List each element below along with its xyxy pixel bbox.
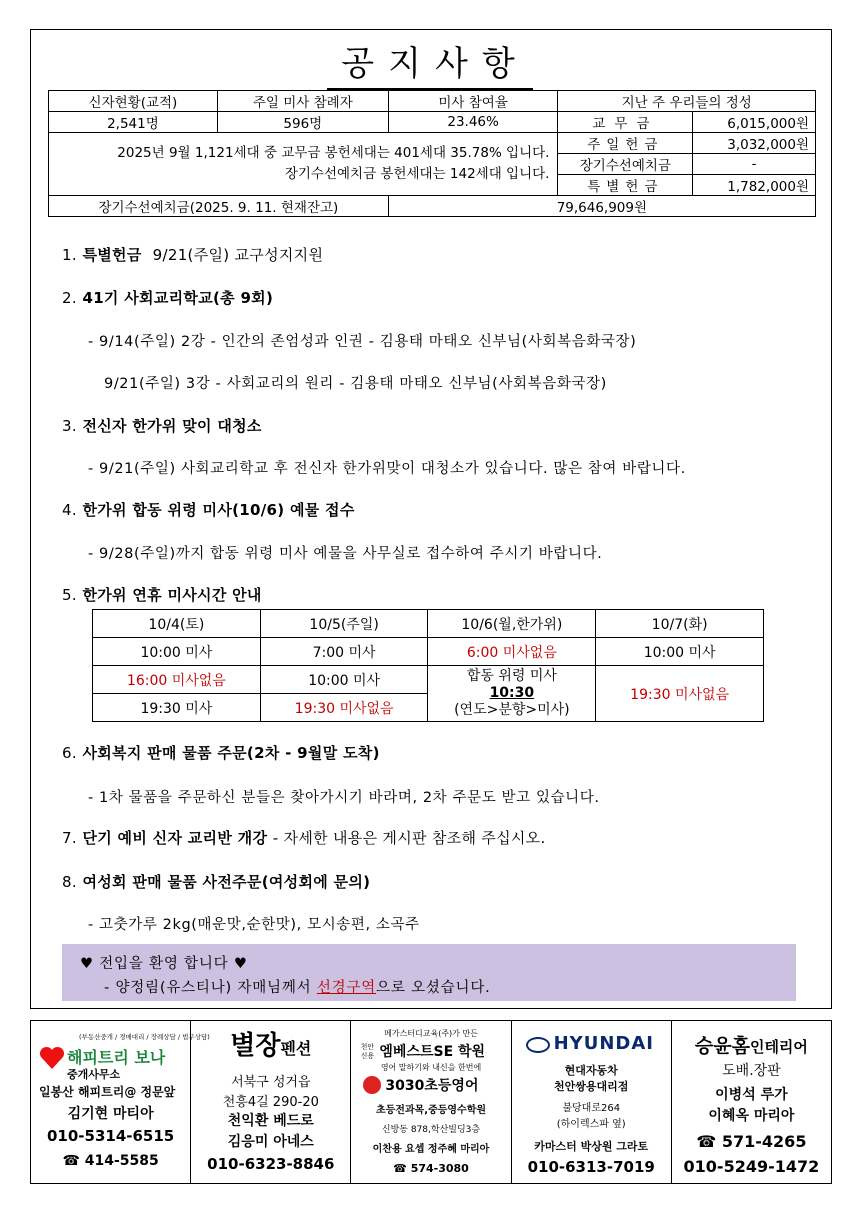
- ad-location: 일봉산 해피트리@ 정문앞: [39, 1085, 176, 1099]
- ad-contact-name: 이찬용 요셉 정주혜 마리아: [372, 1144, 490, 1155]
- section-3-line: - 9/21(주일) 사회교리학교 후 전신자 한가위맞이 대청소가 있습니다. 많은 참여 바랍니다.: [88, 461, 686, 477]
- ad-hyundai: [512, 1021, 672, 1183]
- section-2-line: - 9/14(주일) 2강 - 인간의 존엄성과 인권 - 김용태 마태오 신부님(사회복음화국장): [88, 334, 637, 350]
- section-5: 5. 한가위 연휴 미사시간 안내: [62, 586, 262, 604]
- ad-seungyun: [672, 1021, 831, 1183]
- ad-address: (하이렉스파 옆): [556, 1119, 626, 1130]
- balance-label: 장기수선예치금(2025. 9. 11. 현재잔고): [49, 196, 389, 217]
- school-logo-icon: [363, 1076, 381, 1094]
- stats-table: [48, 90, 816, 217]
- section-6-line: - 1차 물품을 주문하신 분들은 찾아가시기 바라며, 2차 주문도 받고 있습니다.: [88, 790, 600, 806]
- welcome-box: [62, 944, 796, 1001]
- value-attendance: 596명: [217, 112, 388, 133]
- household-note: 2025년 9월 1,121세대 중 교무금 봉헌세대는 401세대 35.78% 입니다. 장기수선예치금 봉헌세대는 142세대 입니다.: [49, 133, 558, 196]
- header-attendance: 주일 미사 참례자: [217, 91, 388, 112]
- ad-brand: HYUNDAI: [553, 1033, 654, 1054]
- ad-tagline: 메가스터디교육(주)가 만든: [384, 1029, 478, 1038]
- day-header: 10/6(월,한가위): [428, 610, 596, 638]
- header-rate: 미사 참여율: [388, 91, 558, 112]
- section-2: 2. 41기 사회교리학교(총 9회): [62, 289, 274, 307]
- offering-label: 주일헌금: [558, 133, 693, 154]
- section-7: 7. 단기 예비 신자 교리반 개강 - 자세한 내용은 게시판 참조해 주십시오.: [62, 829, 546, 847]
- mass-schedule-table: [92, 609, 764, 722]
- ad-brand: 별장펜션: [230, 1031, 312, 1061]
- hyundai-logo-icon: [526, 1037, 550, 1053]
- welcome-title: ♥ 전입을 환영 합니다 ♥: [80, 956, 248, 972]
- ad-contact-name: 천익환 베드로: [227, 1113, 314, 1129]
- offering-value: 1,782,000원: [693, 175, 816, 196]
- offering-value: 3,032,000원: [693, 133, 816, 154]
- mass-cell: 10:00 미사: [93, 638, 261, 666]
- district-link[interactable]: 선경구역: [316, 980, 377, 996]
- mass-cell: 10:00 미사: [260, 666, 428, 694]
- ad-brand: 3030초등영어: [385, 1078, 479, 1094]
- ad-address: 신방동 878,학산빌딩3층: [381, 1125, 481, 1135]
- ad-phone: 010-6313-7019: [527, 1158, 655, 1176]
- ad-sub: 중개사무소: [67, 1068, 121, 1081]
- mass-cell: 19:30 미사: [93, 694, 261, 722]
- section-1: 1. 특별헌금 9/21(주일) 교구성지지원: [62, 246, 324, 264]
- section-8: 8. 여성회 판매 물품 사전주문(여성회에 문의): [62, 873, 371, 891]
- section-4-line: - 9/28(주일)까지 합동 위령 미사 예물을 사무실로 접수하여 주시기 바랍니다.: [88, 546, 603, 562]
- ad-brand: 승윤홈인테리어: [694, 1035, 808, 1057]
- ad-sub: 천안쌍용대리점: [554, 1080, 629, 1093]
- sponsor-ads: [30, 1020, 832, 1184]
- day-header: 10/4(토): [93, 610, 261, 638]
- ad-contact-name: 이혜옥 마리아: [708, 1108, 795, 1124]
- ad-address: 천흥4길 290-20: [222, 1095, 319, 1110]
- ad-happytree: [31, 1021, 210, 1183]
- ad-contact-name: 이병석 루가: [715, 1087, 788, 1103]
- section-4: 4. 한가위 합동 위령 미사(10/6) 예물 접수: [62, 501, 355, 519]
- ad-phone: 010-5249-1472: [683, 1157, 820, 1176]
- ad-address: 불당대로264: [562, 1103, 621, 1114]
- ad-phone: 010-5314-6515: [46, 1127, 175, 1145]
- section-8-line: - 고춧가루 2kg(매운맛,순한맛), 모시송편, 소곡주: [88, 917, 420, 933]
- ad-address: 서북구 성거읍: [231, 1075, 311, 1090]
- memorial-mass-cell: 합동 위령 미사 10:30 (연도>분향>미사): [428, 666, 596, 722]
- ad-byeoljang: [191, 1021, 351, 1183]
- ad-phone: ☎ 571-4265: [696, 1132, 807, 1151]
- offering-value: 6,015,000원: [693, 112, 816, 133]
- ad-phone: 010-6323-8846: [207, 1155, 335, 1173]
- mass-cell-cancelled: 19:30 미사없음: [596, 666, 764, 722]
- offering-value: -: [693, 154, 816, 175]
- mass-cell: 7:00 미사: [260, 638, 428, 666]
- ad-sub: 도배.장판: [722, 1063, 781, 1079]
- ad-phone: ☎ 574-3080: [393, 1162, 469, 1175]
- ad-contact-name: 김응미 아네스: [227, 1134, 314, 1150]
- section-2-line: 9/21(주일) 3강 - 사회교리의 원리 - 김용태 마태오 신부님(사회복음화국장): [104, 376, 607, 392]
- ad-tagline: (부동산중개 / 경매대리 / 장례상담 / 법무상담): [79, 1033, 210, 1041]
- ad-phone: ☎ 414-5585: [62, 1153, 159, 1169]
- section-6: 6. 사회복지 판매 물품 주문(2차 - 9월말 도착): [62, 744, 380, 762]
- offering-label: 교무금: [558, 112, 693, 133]
- offering-label: 장기수선예치금: [558, 154, 693, 175]
- balance-value: 79,646,909원: [388, 196, 815, 217]
- header-members: 신자현황(교적): [49, 91, 218, 112]
- welcome-text: - 양정림(유스티나) 자매님께서 선경구역으로 오셨습니다.: [104, 980, 491, 996]
- ad-slogan: 영어 말하기와 내신을 한번에: [380, 1063, 482, 1072]
- ad-sub: 초등전과목,중등영수학원: [375, 1105, 487, 1116]
- header-offerings: 지난 주 우리들의 정성: [558, 91, 816, 112]
- day-header: 10/5(주일): [260, 610, 428, 638]
- heart-logo-icon: [39, 1045, 65, 1071]
- mass-cell-cancelled: 16:00 미사없음: [93, 666, 261, 694]
- mass-cell: 10:00 미사: [596, 638, 764, 666]
- ad-brand: 해피트리 보나: [67, 1048, 166, 1067]
- value-members: 2,541명: [49, 112, 218, 133]
- day-header: 10/7(화): [596, 610, 764, 638]
- ad-mbest: [351, 1021, 511, 1183]
- mass-cell-cancelled: 19:30 미사없음: [260, 694, 428, 722]
- ad-contact-name: 카마스터 박상원 그라토: [534, 1140, 649, 1153]
- value-rate: 23.46%: [388, 112, 558, 133]
- ad-contact-name: 김기현 마티아: [67, 1106, 154, 1122]
- ad-tagline: 천안 신용: [360, 1043, 375, 1060]
- mass-cell-cancelled: 6:00 미사없음: [428, 638, 596, 666]
- ad-brand: 엠베스트SE 학원: [379, 1044, 486, 1060]
- offering-label: 특별헌금: [558, 175, 693, 196]
- page-title: 공지사항: [0, 36, 860, 85]
- section-3: 3. 전신자 한가위 맞이 대청소: [62, 417, 262, 435]
- ad-sub: 현대자동차: [564, 1064, 618, 1077]
